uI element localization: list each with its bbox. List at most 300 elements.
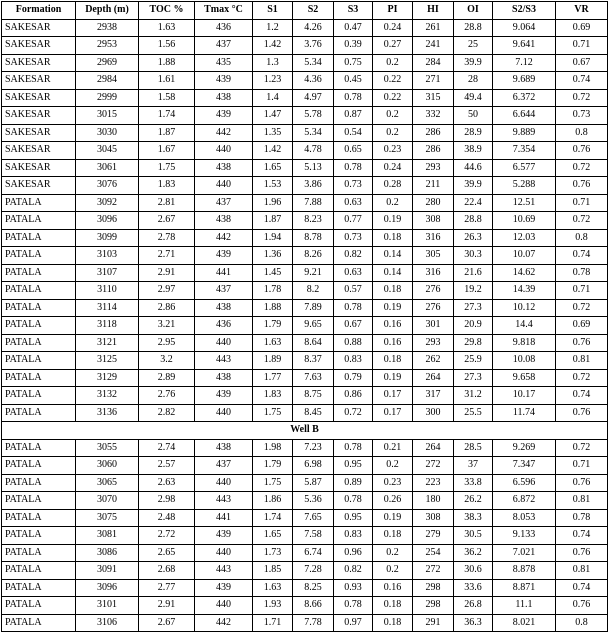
- cell-toc: 2.76: [139, 387, 195, 405]
- cell-s3: 0.78: [334, 89, 373, 107]
- cell-depth: 3096: [76, 212, 139, 230]
- cell-tmax: 443: [195, 492, 253, 510]
- cell-vr: 0.81: [556, 352, 608, 370]
- cell-s2: 8.75: [293, 387, 334, 405]
- cell-s2-s3: 7.021: [493, 544, 556, 562]
- cell-toc: 2.63: [139, 474, 195, 492]
- cell-s2: 8.78: [293, 229, 334, 247]
- well-b-label-row: [2, 422, 608, 440]
- cell-pi: 0.2: [373, 562, 413, 580]
- cell-s3: 0.72: [334, 404, 373, 422]
- table-row: [2, 509, 608, 527]
- cell-formation: PATALA: [2, 457, 76, 475]
- cell-pi: 0.18: [373, 597, 413, 615]
- cell-s2-s3: 6.872: [493, 492, 556, 510]
- table-row: [2, 579, 608, 597]
- cell-s2-s3: 8.021: [493, 614, 556, 632]
- cell-hi: 293: [413, 159, 454, 177]
- table-row: [2, 194, 608, 212]
- cell-pi: 0.18: [373, 527, 413, 545]
- cell-tmax: 436: [195, 19, 253, 37]
- cell-vr: 0.78: [556, 509, 608, 527]
- table-row: [2, 212, 608, 230]
- cell-formation: PATALA: [2, 527, 76, 545]
- cell-pi: 0.19: [373, 509, 413, 527]
- cell-hi: 262: [413, 352, 454, 370]
- cell-formation: PATALA: [2, 562, 76, 580]
- table-row: [2, 89, 608, 107]
- cell-s1: 1.47: [253, 107, 293, 125]
- cell-s1: 1.42: [253, 37, 293, 55]
- table-row: [2, 352, 608, 370]
- cell-formation: PATALA: [2, 492, 76, 510]
- cell-vr: 0.72: [556, 369, 608, 387]
- cell-s1: 1.83: [253, 387, 293, 405]
- cell-pi: 0.2: [373, 457, 413, 475]
- cell-s3: 0.73: [334, 177, 373, 195]
- cell-toc: 2.71: [139, 247, 195, 265]
- table-row: [2, 142, 608, 160]
- cell-vr: 0.76: [556, 142, 608, 160]
- cell-formation: PATALA: [2, 317, 76, 335]
- cell-s2-s3: 10.12: [493, 299, 556, 317]
- cell-tmax: 438: [195, 212, 253, 230]
- cell-tmax: 438: [195, 299, 253, 317]
- cell-tmax: 440: [195, 334, 253, 352]
- cell-hi: 332: [413, 107, 454, 125]
- table-row: [2, 492, 608, 510]
- cell-tmax: 438: [195, 89, 253, 107]
- table-row: [2, 317, 608, 335]
- cell-hi: 298: [413, 597, 454, 615]
- cell-s3: 0.54: [334, 124, 373, 142]
- cell-hi: 317: [413, 387, 454, 405]
- cell-hi: 316: [413, 264, 454, 282]
- cell-tmax: 441: [195, 264, 253, 282]
- table-row: [2, 439, 608, 457]
- table-row: [2, 124, 608, 142]
- cell-vr: 0.73: [556, 107, 608, 125]
- cell-toc: 1.58: [139, 89, 195, 107]
- cell-hi: 293: [413, 334, 454, 352]
- cell-toc: 2.86: [139, 299, 195, 317]
- header-s1: S1: [253, 2, 293, 20]
- cell-oi: 25: [454, 37, 493, 55]
- cell-hi: 279: [413, 527, 454, 545]
- cell-toc: 2.65: [139, 544, 195, 562]
- cell-vr: 0.74: [556, 579, 608, 597]
- cell-s1: 1.88: [253, 299, 293, 317]
- cell-s2-s3: 9.689: [493, 72, 556, 90]
- cell-oi: 30.5: [454, 527, 493, 545]
- cell-s1: 1.89: [253, 352, 293, 370]
- cell-oi: 49.4: [454, 89, 493, 107]
- cell-toc: 1.75: [139, 159, 195, 177]
- table-row: [2, 299, 608, 317]
- cell-s2: 7.58: [293, 527, 334, 545]
- cell-depth: 3136: [76, 404, 139, 422]
- cell-pi: 0.14: [373, 264, 413, 282]
- cell-depth: 3061: [76, 159, 139, 177]
- cell-depth: 3125: [76, 352, 139, 370]
- table-row: [2, 614, 608, 632]
- cell-s3: 0.83: [334, 352, 373, 370]
- cell-s3: 0.95: [334, 509, 373, 527]
- cell-s2-s3: 10.69: [493, 212, 556, 230]
- cell-s2: 7.28: [293, 562, 334, 580]
- cell-depth: 3121: [76, 334, 139, 352]
- cell-s2: 8.25: [293, 579, 334, 597]
- cell-s2-s3: 12.51: [493, 194, 556, 212]
- cell-oi: 26.3: [454, 229, 493, 247]
- cell-s3: 0.47: [334, 19, 373, 37]
- cell-oi: 28.8: [454, 212, 493, 230]
- cell-s3: 0.82: [334, 562, 373, 580]
- cell-oi: 33.8: [454, 474, 493, 492]
- cell-formation: PATALA: [2, 579, 76, 597]
- cell-hi: 308: [413, 212, 454, 230]
- cell-toc: 2.67: [139, 212, 195, 230]
- cell-s2: 8.23: [293, 212, 334, 230]
- cell-s2: 4.36: [293, 72, 334, 90]
- cell-formation: SAKESAR: [2, 89, 76, 107]
- cell-toc: 1.56: [139, 37, 195, 55]
- cell-hi: 180: [413, 492, 454, 510]
- table-row: [2, 404, 608, 422]
- cell-s2: 7.23: [293, 439, 334, 457]
- cell-s3: 0.73: [334, 229, 373, 247]
- cell-s2-s3: 9.641: [493, 37, 556, 55]
- cell-s3: 0.78: [334, 299, 373, 317]
- cell-s2-s3: 10.07: [493, 247, 556, 265]
- cell-s2: 9.65: [293, 317, 334, 335]
- cell-s2: 8.64: [293, 334, 334, 352]
- cell-depth: 3092: [76, 194, 139, 212]
- cell-formation: SAKESAR: [2, 177, 76, 195]
- cell-s2-s3: 9.658: [493, 369, 556, 387]
- table-row: [2, 474, 608, 492]
- cell-vr: 0.76: [556, 177, 608, 195]
- cell-s3: 0.39: [334, 37, 373, 55]
- cell-toc: 2.98: [139, 492, 195, 510]
- cell-oi: 27.3: [454, 369, 493, 387]
- cell-vr: 0.74: [556, 527, 608, 545]
- cell-s2-s3: 7.12: [493, 54, 556, 72]
- cell-s3: 0.78: [334, 492, 373, 510]
- cell-tmax: 438: [195, 439, 253, 457]
- cell-formation: PATALA: [2, 352, 76, 370]
- table-row: [2, 387, 608, 405]
- table-row: [2, 72, 608, 90]
- cell-tmax: 439: [195, 579, 253, 597]
- cell-hi: 272: [413, 457, 454, 475]
- header-oi: OI: [454, 2, 493, 20]
- cell-vr: 0.71: [556, 457, 608, 475]
- cell-s3: 0.87: [334, 107, 373, 125]
- cell-s2: 7.88: [293, 194, 334, 212]
- cell-s2-s3: 9.889: [493, 124, 556, 142]
- cell-hi: 301: [413, 317, 454, 335]
- cell-s3: 0.63: [334, 194, 373, 212]
- cell-depth: 3060: [76, 457, 139, 475]
- cell-toc: 2.77: [139, 579, 195, 597]
- cell-formation: PATALA: [2, 282, 76, 300]
- cell-s3: 0.45: [334, 72, 373, 90]
- cell-hi: 316: [413, 229, 454, 247]
- cell-depth: 3030: [76, 124, 139, 142]
- cell-tmax: 441: [195, 509, 253, 527]
- table-row: [2, 527, 608, 545]
- cell-toc: 2.74: [139, 439, 195, 457]
- cell-s3: 0.79: [334, 369, 373, 387]
- header-formation: Formation: [2, 2, 76, 20]
- well-b-section: [2, 422, 608, 440]
- cell-s1: 1.63: [253, 334, 293, 352]
- cell-toc: 1.88: [139, 54, 195, 72]
- cell-s2: 7.65: [293, 509, 334, 527]
- cell-s2-s3: 12.03: [493, 229, 556, 247]
- cell-pi: 0.17: [373, 387, 413, 405]
- cell-depth: 3099: [76, 229, 139, 247]
- cell-depth: 3081: [76, 527, 139, 545]
- cell-s2-s3: 10.17: [493, 387, 556, 405]
- cell-oi: 38.9: [454, 142, 493, 160]
- cell-formation: SAKESAR: [2, 37, 76, 55]
- cell-s3: 0.78: [334, 597, 373, 615]
- cell-formation: PATALA: [2, 247, 76, 265]
- cell-depth: 3096: [76, 579, 139, 597]
- cell-hi: 271: [413, 72, 454, 90]
- cell-tmax: 439: [195, 72, 253, 90]
- header-hi: HI: [413, 2, 454, 20]
- cell-oi: 25.5: [454, 404, 493, 422]
- header-row: [2, 2, 608, 20]
- cell-oi: 28.9: [454, 124, 493, 142]
- header-pi: PI: [373, 2, 413, 20]
- cell-s3: 0.57: [334, 282, 373, 300]
- cell-tmax: 439: [195, 247, 253, 265]
- cell-tmax: 437: [195, 37, 253, 55]
- cell-oi: 39.9: [454, 177, 493, 195]
- well-a-rows: [2, 19, 608, 422]
- cell-s1: 1.79: [253, 457, 293, 475]
- cell-oi: 39.9: [454, 54, 493, 72]
- cell-s2: 5.34: [293, 54, 334, 72]
- cell-depth: 3065: [76, 474, 139, 492]
- cell-oi: 44.6: [454, 159, 493, 177]
- cell-hi: 276: [413, 299, 454, 317]
- cell-hi: 286: [413, 124, 454, 142]
- cell-depth: 3075: [76, 509, 139, 527]
- header-vr: VR: [556, 2, 608, 20]
- cell-formation: PATALA: [2, 194, 76, 212]
- cell-toc: 2.68: [139, 562, 195, 580]
- cell-s2: 5.13: [293, 159, 334, 177]
- cell-tmax: 442: [195, 124, 253, 142]
- cell-s3: 0.95: [334, 457, 373, 475]
- cell-formation: SAKESAR: [2, 124, 76, 142]
- cell-vr: 0.69: [556, 317, 608, 335]
- cell-tmax: 443: [195, 562, 253, 580]
- cell-vr: 0.71: [556, 282, 608, 300]
- cell-s2-s3: 14.62: [493, 264, 556, 282]
- cell-depth: 3110: [76, 282, 139, 300]
- cell-s2: 8.37: [293, 352, 334, 370]
- cell-formation: PATALA: [2, 229, 76, 247]
- cell-s3: 0.78: [334, 439, 373, 457]
- cell-hi: 254: [413, 544, 454, 562]
- cell-formation: PATALA: [2, 299, 76, 317]
- cell-vr: 0.72: [556, 439, 608, 457]
- cell-hi: 276: [413, 282, 454, 300]
- cell-toc: 2.95: [139, 334, 195, 352]
- cell-s1: 1.2: [253, 19, 293, 37]
- cell-tmax: 443: [195, 352, 253, 370]
- cell-s2-s3: 9.133: [493, 527, 556, 545]
- cell-toc: 2.57: [139, 457, 195, 475]
- cell-vr: 0.8: [556, 614, 608, 632]
- cell-s2-s3: 9.064: [493, 19, 556, 37]
- table-row: [2, 264, 608, 282]
- cell-oi: 29.8: [454, 334, 493, 352]
- cell-formation: SAKESAR: [2, 159, 76, 177]
- cell-oi: 22.4: [454, 194, 493, 212]
- cell-s3: 0.88: [334, 334, 373, 352]
- cell-s2: 5.87: [293, 474, 334, 492]
- cell-oi: 30.3: [454, 247, 493, 265]
- cell-s1: 1.87: [253, 212, 293, 230]
- cell-oi: 50: [454, 107, 493, 125]
- cell-s3: 0.77: [334, 212, 373, 230]
- cell-s1: 1.74: [253, 509, 293, 527]
- table-row: [2, 177, 608, 195]
- cell-oi: 19.2: [454, 282, 493, 300]
- table-row: [2, 159, 608, 177]
- cell-s2-s3: 9.818: [493, 334, 556, 352]
- table-row: [2, 562, 608, 580]
- cell-toc: 2.67: [139, 614, 195, 632]
- cell-s3: 0.97: [334, 614, 373, 632]
- cell-s2: 5.78: [293, 107, 334, 125]
- cell-hi: 298: [413, 579, 454, 597]
- cell-oi: 25.9: [454, 352, 493, 370]
- cell-s2-s3: 9.269: [493, 439, 556, 457]
- cell-formation: PATALA: [2, 404, 76, 422]
- cell-s1: 1.53: [253, 177, 293, 195]
- cell-vr: 0.67: [556, 54, 608, 72]
- cell-hi: 211: [413, 177, 454, 195]
- cell-vr: 0.71: [556, 37, 608, 55]
- cell-depth: 3015: [76, 107, 139, 125]
- cell-pi: 0.24: [373, 19, 413, 37]
- cell-s1: 1.45: [253, 264, 293, 282]
- cell-s2: 9.21: [293, 264, 334, 282]
- cell-depth: 3091: [76, 562, 139, 580]
- cell-vr: 0.72: [556, 89, 608, 107]
- cell-tmax: 439: [195, 387, 253, 405]
- cell-vr: 0.76: [556, 597, 608, 615]
- cell-formation: PATALA: [2, 264, 76, 282]
- cell-toc: 1.83: [139, 177, 195, 195]
- cell-s1: 1.93: [253, 597, 293, 615]
- cell-depth: 2969: [76, 54, 139, 72]
- cell-oi: 28.8: [454, 19, 493, 37]
- table-row: [2, 229, 608, 247]
- cell-s1: 1.94: [253, 229, 293, 247]
- cell-vr: 0.8: [556, 124, 608, 142]
- cell-formation: SAKESAR: [2, 54, 76, 72]
- cell-oi: 37: [454, 457, 493, 475]
- cell-s3: 0.67: [334, 317, 373, 335]
- cell-depth: 3118: [76, 317, 139, 335]
- cell-pi: 0.19: [373, 212, 413, 230]
- cell-s2-s3: 14.39: [493, 282, 556, 300]
- cell-s1: 1.4: [253, 89, 293, 107]
- cell-tmax: 442: [195, 614, 253, 632]
- table-row: [2, 334, 608, 352]
- cell-s1: 1.23: [253, 72, 293, 90]
- cell-formation: SAKESAR: [2, 142, 76, 160]
- cell-depth: 3129: [76, 369, 139, 387]
- cell-hi: 272: [413, 562, 454, 580]
- cell-toc: 1.67: [139, 142, 195, 160]
- cell-pi: 0.2: [373, 544, 413, 562]
- cell-formation: PATALA: [2, 369, 76, 387]
- cell-s1: 1.73: [253, 544, 293, 562]
- cell-s2: 3.86: [293, 177, 334, 195]
- cell-formation: SAKESAR: [2, 72, 76, 90]
- cell-formation: SAKESAR: [2, 19, 76, 37]
- cell-toc: 2.89: [139, 369, 195, 387]
- cell-s1: 1.79: [253, 317, 293, 335]
- cell-oi: 21.6: [454, 264, 493, 282]
- cell-pi: 0.17: [373, 404, 413, 422]
- cell-pi: 0.2: [373, 124, 413, 142]
- cell-tmax: 440: [195, 544, 253, 562]
- cell-hi: 284: [413, 54, 454, 72]
- cell-oi: 27.3: [454, 299, 493, 317]
- cell-s1: 1.36: [253, 247, 293, 265]
- cell-s2: 4.26: [293, 19, 334, 37]
- cell-vr: 0.72: [556, 212, 608, 230]
- cell-pi: 0.22: [373, 72, 413, 90]
- cell-hi: 291: [413, 614, 454, 632]
- cell-tmax: 440: [195, 177, 253, 195]
- table-row: [2, 282, 608, 300]
- table-row: [2, 457, 608, 475]
- cell-hi: 308: [413, 509, 454, 527]
- cell-formation: PATALA: [2, 597, 76, 615]
- cell-tmax: 436: [195, 317, 253, 335]
- cell-vr: 0.69: [556, 19, 608, 37]
- cell-depth: 3103: [76, 247, 139, 265]
- cell-toc: 2.72: [139, 527, 195, 545]
- cell-s1: 1.3: [253, 54, 293, 72]
- cell-s2: 8.2: [293, 282, 334, 300]
- cell-s3: 0.96: [334, 544, 373, 562]
- cell-s2: 5.34: [293, 124, 334, 142]
- header-s3: S3: [334, 2, 373, 20]
- cell-s1: 1.65: [253, 527, 293, 545]
- cell-oi: 30.6: [454, 562, 493, 580]
- cell-toc: 1.61: [139, 72, 195, 90]
- cell-pi: 0.23: [373, 142, 413, 160]
- cell-hi: 280: [413, 194, 454, 212]
- cell-s2-s3: 5.288: [493, 177, 556, 195]
- cell-toc: 1.74: [139, 107, 195, 125]
- cell-pi: 0.21: [373, 439, 413, 457]
- cell-formation: PATALA: [2, 334, 76, 352]
